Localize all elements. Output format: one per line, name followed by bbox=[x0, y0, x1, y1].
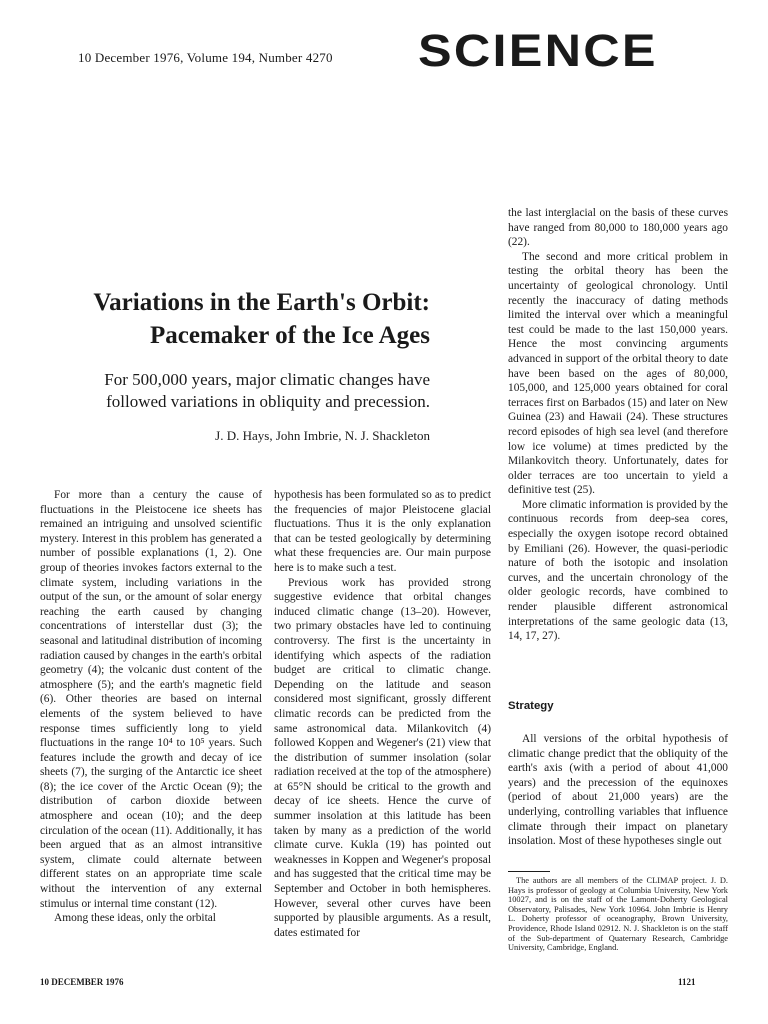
footer-date: 10 DECEMBER 1976 bbox=[40, 977, 124, 987]
paragraph: For more than a century the cause of fluctuations in the Pleistocene ice sheets has remained an intriguing and unsolved scientific mystery. Interest in this problem has generated a number of possible explanations (1, 2). One group of theories invokes factors external to the climate system, including variations in the output of the sun, or the amount of solar energy reaching the earth caused by changing concentrations of interstellar dust (3); the seasonal and latitudinal distribution of incoming radiation caused by changes in the earth's orbital geometry (4); the volcanic dust content of the atmosphere (5); and the earth's magnetic field (6). Other theories are based on internal elements of the system believed to have response times sufficiently long to yield fluctuations in the range 10⁴ to 10⁵ years. Such features include the growth and decay of ice sheets (7), the surging of the Antarctic ice sheet (8); the ice cover of the Arctic Ocean (9); the distribution of carbon dioxide between atmosphere and ocean (10); and the deep circulation of the ocean (11). Additionally, it has been argued that as an almost intransitive system, climate could alternate between different states on an appropriate time scale without the intervention of any external stimulus or internal time constant (12). bbox=[40, 489, 262, 910]
footnote-text: The authors are all members of the CLIMAP project. J. D. Hays is professor of geology at Columbia University, New York 10027, and is on the staff of the Lamont-Doherty Geological Observatory, Palisades, New York 10964. John Imbrie is Henry L. Doherty professor of oceanography, Brown University, Providence, Rhode Island 02912. N. J. Shackleton is on the staff of the Sub-department of Quaternary Research, Cambridge University, Cambridge, England. bbox=[508, 876, 728, 953]
body-column-1 bbox=[40, 488, 262, 926]
section-heading-strategy: Strategy bbox=[508, 700, 554, 712]
paragraph: More climatic information is provided by the continuous records from deep-sea cores, especially the oxygen isotope record obtained by Emiliani (26). However, the quasi-periodic nature of both the isotopic and insolation curves, and the uncertain chronology of the older geologic records, have combined to render plausible different astronomical interpretations of the same geologic data (13, 14, 17, 27). bbox=[508, 498, 728, 643]
paragraph: Among these ideas, only the orbital bbox=[54, 912, 216, 925]
paragraph: Previous work has provided strong suggestive evidence that orbital changes induced climatic change (13–20). However, two primary obstacles have led to continuing controversy. The first is the uncertainty in identifying which aspects of the radiation budget are critical to climatic change. Depending on the latitude and season considered most significant, grossly different climatic records can be predicted from the same astronomical data. Milankovitch (4) followed Koppen and Wegener's (21) view that the distribution of summer insolation (solar radiation received at the top of the atmosphere) at 65°N should be critical to the growth and decay of ice sheets. Hence the curve of summer insolation at this latitude has been taken by many as a prediction of the world climate curve. Kukla (19) has pointed out weaknesses in Koppen and Wegener's proposal and has suggested that the critical time may be September and October in both hemispheres. However, several other curves have been supported by plausible arguments. As a result, dates estimated for bbox=[274, 576, 491, 939]
article-subtitle-line-1: For 500,000 years, major climatic changes have bbox=[104, 370, 430, 389]
paragraph: the last interglacial on the basis of these curves have ranged from 80,000 to 180,000 years ago (22). bbox=[508, 207, 728, 249]
article-title-line-1: Variations in the Earth's Orbit: bbox=[93, 289, 430, 316]
author-footnote bbox=[508, 876, 728, 953]
issue-date-line: 10 December 1976, Volume 194, Number 4270 bbox=[78, 50, 333, 65]
article-authors: J. D. Hays, John Imbrie, N. J. Shackleton bbox=[215, 428, 430, 443]
paragraph: The second and more critical problem in testing the orbital theory has been the uncertainty of geological chronology. Until recently the inaccuracy of dating methods limited the interval over which a meaningful test could be made to the last 150,000 years. Hence the most convincing arguments advanced in support of the orbital theory to date have been based on the ages of 80,000, 105,000, and 125,000 years obtained for coral terraces first on Barbados (15) and later on New Guinea (23) and Hawaii (24). These structures record episodes of high sea level (and therefore low ice volume) at times predicted by the Milankovitch theory. Unfortunately, dates for older terraces are too uncertain to yield a definitive test (25). bbox=[508, 250, 728, 497]
paragraph: All versions of the orbital hypothesis of climatic change predict that the obliquity of the earth's axis (with a period of about 41,000 years) and the precession of the equinoxes (period of about 21,000 years) are the underlying, controlling variables that influence climate through their impact on planetary insolation. Most of these hypotheses single out bbox=[508, 733, 728, 848]
article-subtitle-line-2: followed variations in obliquity and precession. bbox=[106, 392, 430, 411]
article-title-line-2: Pacemaker of the Ice Ages bbox=[149, 322, 430, 349]
page-number: 1121 bbox=[678, 977, 696, 987]
body-column-3-top bbox=[508, 206, 728, 644]
footnote-divider bbox=[508, 871, 550, 872]
body-column-3-bottom bbox=[508, 732, 728, 849]
body-column-2 bbox=[274, 488, 491, 940]
paragraph: hypothesis has been formulated so as to predict the frequencies of major Pleistocene glacial fluctuations. Thus it is the only explanation that can be tested geologically by determining what these frequencies are. Our main purpose here is to make such a test. bbox=[274, 489, 491, 574]
journal-masthead: SCIENCE bbox=[418, 25, 658, 76]
